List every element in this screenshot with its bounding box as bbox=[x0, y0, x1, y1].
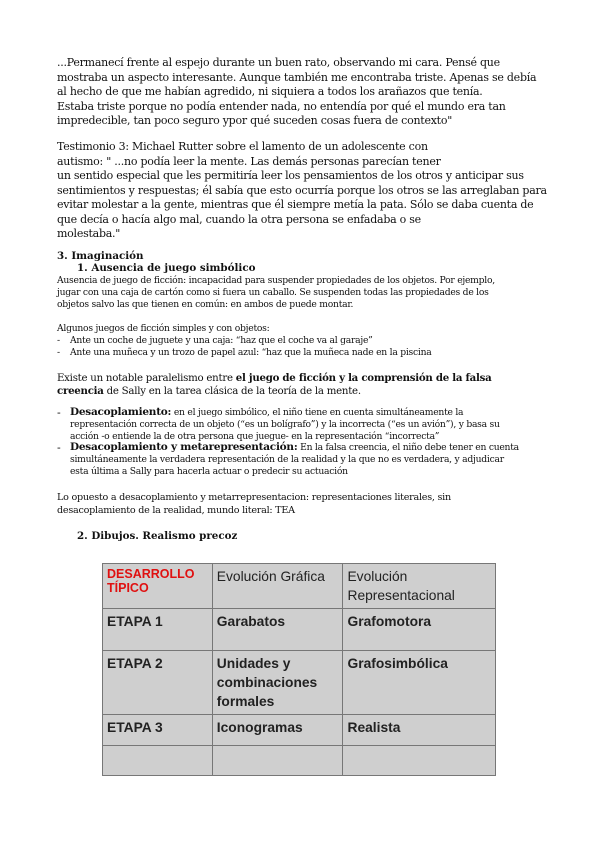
concept-term: Desacoplamiento: bbox=[70, 406, 172, 418]
text-line: objetos salvo las que tienen en común: en ambos de puede montar. bbox=[57, 298, 354, 310]
table-cell: Grafomotora bbox=[343, 609, 496, 651]
section-heading bbox=[57, 250, 547, 274]
table-cell: ETAPA 3 bbox=[103, 715, 213, 746]
subsection-title: 1. Ausencia de juego simbólico bbox=[77, 262, 256, 274]
text-line: molestaba." bbox=[57, 227, 121, 240]
text-line: evitar molestar a la gente, mientras que él siempre metía la pata. Sólo se daba cuenta de bbox=[57, 198, 534, 211]
concept-term: Desacoplamiento y metarepresentación: bbox=[70, 441, 298, 454]
text-line: Lo opuesto a desacoplamiento y metarrepresentacion: representaciones literales, sin bbox=[57, 492, 451, 503]
dash-bullet-icon: - bbox=[57, 441, 61, 455]
testimony-paragraph bbox=[57, 140, 547, 242]
list-item: - Ante una muñeca y un trozo de papel azul: “haz que la muñeca nade en la piscina bbox=[57, 346, 432, 358]
examples-block bbox=[57, 323, 547, 358]
table-header-cell: Evolución Representacional bbox=[343, 564, 496, 609]
text-line: Testimonio 3: Michael Rutter sobre el lamento de un adolescente con bbox=[57, 140, 428, 153]
table-cell: Grafosimbólica bbox=[343, 651, 496, 715]
table-cell: ETAPA 2 bbox=[103, 651, 213, 715]
bold-phrase: creencia bbox=[57, 385, 104, 397]
bold-phrase: el juego de ficción y la comprensión de la falsa bbox=[235, 372, 492, 384]
definition-paragraph bbox=[57, 275, 547, 310]
table-cell: ETAPA 1 bbox=[103, 609, 213, 651]
list-item: - Desacoplamiento y metarepresentación: En la falsa creencia, el niño debe tener en cuenta simultáneamente la verdadera representación de la realidad y la que no es verdadera, y adjudicar esta última a Sally para hacerla actuar o predecir su actuación bbox=[57, 441, 519, 477]
text-line: un sentido especial que les permitiría leer los pensamientos de los otros y anticipar sus bbox=[57, 169, 524, 182]
table-cell: Unidades y combinaciones formales bbox=[212, 651, 343, 715]
text-line: Estaba triste porque no podía entender nada, no entendía por qué el mundo era tan bbox=[57, 99, 506, 113]
text-line: jugar con una caja de cartón como si fuera un caballo. Se suspenden todas las propiedades de los bbox=[57, 286, 489, 298]
table-cell bbox=[212, 746, 343, 776]
opposite-paragraph bbox=[57, 492, 547, 517]
table-row bbox=[103, 609, 496, 651]
subsection-title: 2. Dibujos. Realismo precoz bbox=[77, 530, 238, 542]
text-line: impredecible, tan poco seguro ypor qué suceden cosas fuera de contexto" bbox=[57, 114, 453, 127]
dash-bullet-icon: - bbox=[57, 346, 60, 358]
parallel-paragraph: Existe un notable paralelismo entre el juego de ficción y la comprensión de la falsa creencia de Sally en la tarea clásica de la teoría de la mente. bbox=[57, 372, 492, 397]
stages-table bbox=[102, 563, 496, 776]
text-line: desacoplamiento de la realidad, mundo literal: TEA bbox=[57, 504, 295, 516]
text-line: autismo: " ...no podía leer la mente. Las demás personas parecían tener bbox=[57, 154, 441, 168]
table-cell: Garabatos bbox=[212, 609, 343, 651]
dash-bullet-icon: - bbox=[57, 406, 61, 419]
text-line: al hecho de que me habían agredido, ni siquiera a todos los arañazos que tenía. bbox=[57, 85, 483, 98]
table-row bbox=[103, 651, 496, 715]
section-title: 3. Imaginación bbox=[57, 250, 144, 262]
examples-intro: Algunos juegos de ficción simples y con objetos: bbox=[57, 323, 270, 334]
dash-bullet-icon: - bbox=[57, 334, 60, 346]
text-line: que decía o hacía algo mal, cuando la otra persona se enfadaba o se bbox=[57, 212, 421, 226]
table-header-cell: DESARROLLO TÍPICO bbox=[103, 564, 213, 609]
text-line: mostraba un aspecto interesante. Aunque también me encontraba triste. Apenas se debía bbox=[57, 70, 537, 84]
text-line: Ausencia de juego de ficción: incapacidad para suspender propiedades de los objetos. Por ejemplo, bbox=[57, 275, 495, 286]
table-cell: Realista bbox=[343, 715, 496, 746]
list-item: - Ante un coche de juguete y una caja: “haz que el coche va al garaje” bbox=[57, 334, 373, 346]
text-line: ...Permanecí frente al espejo durante un buen rato, observando mi cara. Pensé que bbox=[57, 56, 500, 69]
table-header-row bbox=[103, 564, 496, 609]
table-row bbox=[103, 715, 496, 746]
table-header-cell: Evolución Gráfica bbox=[212, 564, 343, 609]
table-row bbox=[103, 746, 496, 776]
table-cell: Iconogramas bbox=[212, 715, 343, 746]
concepts-list bbox=[57, 407, 547, 478]
list-item: - Desacoplamiento: en el juego simbólico, el niño tiene en cuenta simultáneamente la representación correcta de un objeto (“es un bolígrafo”) y la incorrecta (“es un avión”), y basa su acción -o entiende la de otra persona que juegue- en la representación “incorrecta” bbox=[57, 406, 500, 442]
quote-paragraph bbox=[57, 56, 547, 129]
text-line: sentimientos y respuestas; él sabía que esto ocurría porque los otros se las arreglaban para bbox=[57, 183, 547, 197]
table-cell bbox=[343, 746, 496, 776]
table-cell bbox=[103, 746, 213, 776]
